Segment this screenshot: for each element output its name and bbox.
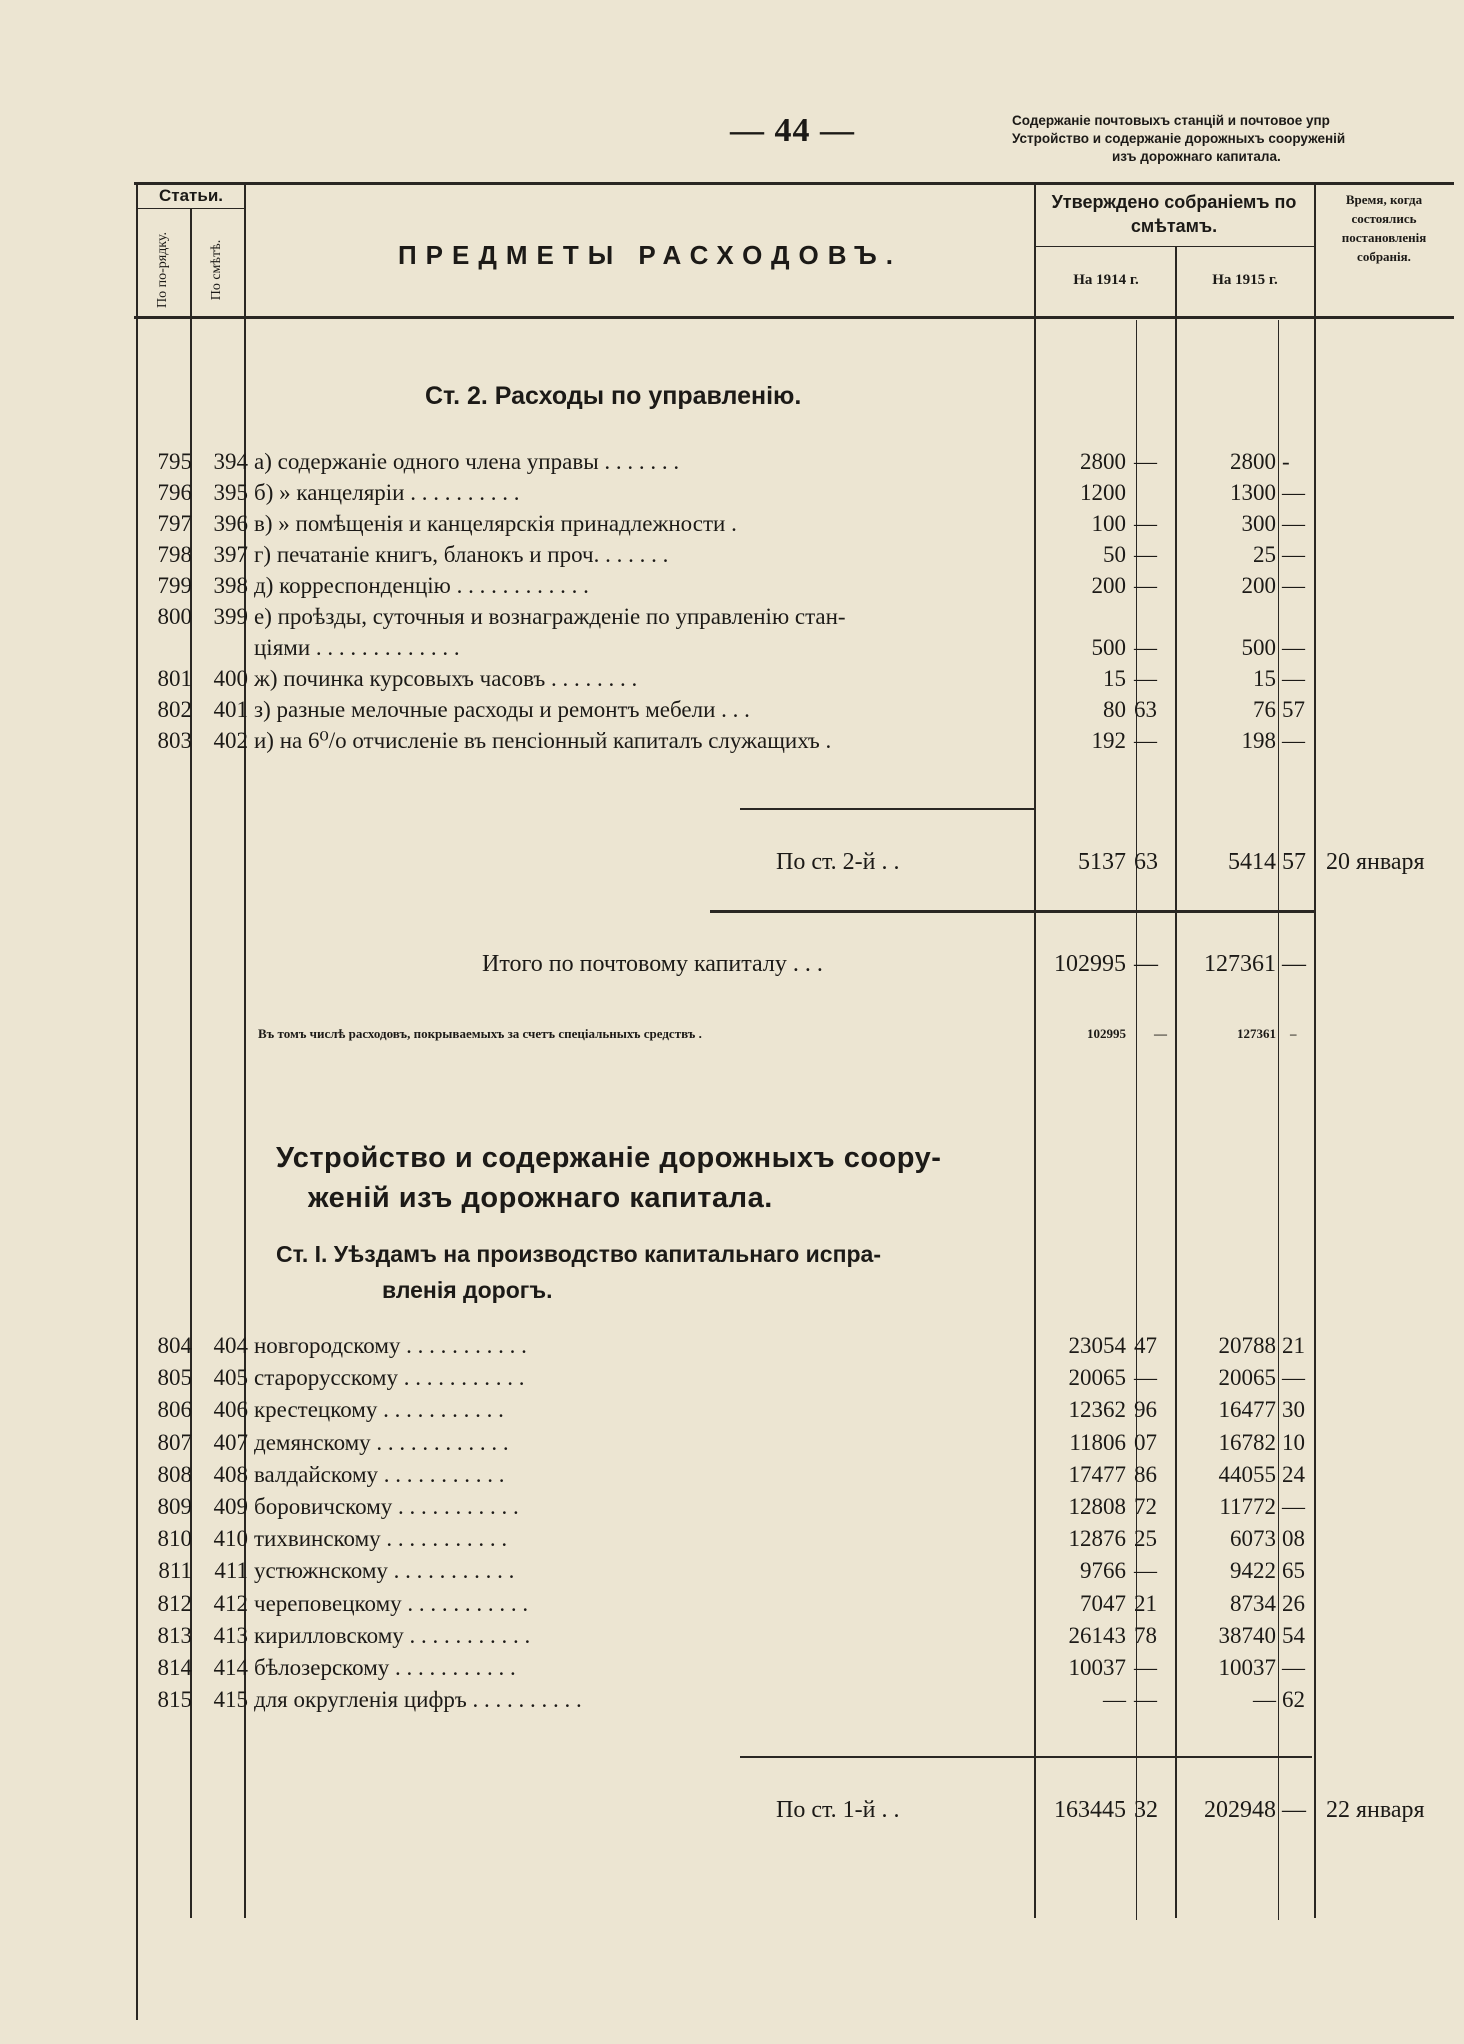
table-row — [136, 508, 1446, 540]
row-number-estimate: 399 — [213, 604, 248, 629]
special-1915-kop: – — [1290, 1026, 1297, 1041]
row-1914-rub: 9766 — [1080, 1558, 1126, 1584]
total-st1-label: По ст. 1-й . . — [776, 1797, 900, 1823]
table-row — [136, 1330, 1446, 1362]
table-row — [136, 1394, 1446, 1426]
row-1915-rub: 1300 — [1230, 480, 1276, 505]
row-number-estimate: 409 — [213, 1494, 248, 1519]
row-1915-rub: 2800 — [1230, 449, 1276, 474]
row-1915-kop: — — [1282, 635, 1305, 660]
row-1915-rub: 200 — [1241, 573, 1276, 598]
row-number-order: 802 — [157, 697, 192, 722]
row-1915-kop: 57 — [1282, 697, 1305, 722]
row-1915-rub: — — [1253, 1687, 1276, 1713]
row-1915-rub: 76 — [1253, 697, 1276, 722]
row-number-estimate: 394 — [213, 449, 248, 474]
row-number-order: 813 — [157, 1622, 192, 1648]
header-bottom-rule — [134, 316, 1454, 319]
running-head-line-1: Содержаніе почтовыхъ станцій и почтовое упр — [1012, 113, 1330, 128]
row-description: г) печатаніе книгъ, бланокъ и проч. . . . . . . — [254, 542, 669, 567]
header-subject: ПРЕДМЕТЫ РАСХОДОВЪ. — [397, 240, 903, 270]
row-description: ціями . . . . . . . . . . . . . — [254, 635, 460, 660]
row-description: крестецкому . . . . . . . . . . . — [254, 1397, 504, 1423]
row-description: и) на 6⁰/о отчисленіе въ пенсіонный капиталъ служащихъ . — [254, 728, 832, 753]
row-1914-rub: 23054 — [1068, 1333, 1126, 1358]
table-row — [136, 539, 1446, 571]
row-1914-kop: 96 — [1134, 1397, 1157, 1423]
grand-total-row — [136, 948, 1446, 980]
row-1914-kop: 21 — [1134, 1590, 1157, 1616]
row-number-order: 799 — [157, 573, 192, 598]
header-year-1915: На 1915 г. — [1212, 272, 1278, 288]
table-row — [136, 446, 1446, 478]
row-1914-kop: 47 — [1134, 1333, 1157, 1358]
row-description: е) проѣзды, суточныя и вознагражденіе по управленію стан- — [254, 604, 846, 629]
row-1914-kop: — — [1134, 635, 1157, 660]
part2-subtitle — [276, 1236, 881, 1308]
row-description: кирилловскому . . . . . . . . . . . — [254, 1622, 531, 1648]
row-number-order: 795 — [157, 449, 192, 474]
row-1915-rub: 25 — [1253, 542, 1276, 567]
row-1915-rub: 16782 — [1218, 1429, 1276, 1455]
row-1914-kop: — — [1134, 1655, 1157, 1680]
row-number-estimate: 414 — [213, 1655, 248, 1680]
table-row — [136, 1459, 1446, 1491]
table-row — [136, 1491, 1446, 1523]
row-1915-rub: 198 — [1241, 728, 1276, 753]
row-1915-kop: — — [1282, 480, 1305, 505]
row-1914-rub: 12362 — [1068, 1397, 1126, 1423]
grand-total-1914-kop: — — [1134, 951, 1158, 977]
special-label: Въ томъ числѣ расходовъ, покрываемыхъ за счетъ спеціальныхъ средствъ . — [258, 1026, 702, 1041]
row-1914-kop: — — [1134, 1365, 1157, 1391]
row-1915-kop: — — [1282, 542, 1305, 567]
page-number: — 44 — — [730, 112, 855, 149]
row-number-order: 808 — [157, 1461, 192, 1487]
row-description: в) » помѣщенія и канцелярскія принадлежности . — [254, 511, 737, 536]
row-1914-rub: 11806 — [1069, 1429, 1126, 1455]
row-description: ж) починка курсовыхъ часовъ . . . . . . . . — [254, 666, 638, 691]
table-row — [136, 1620, 1446, 1652]
table-row — [136, 725, 1446, 757]
table-row — [136, 1362, 1446, 1394]
row-1915-rub: 8734 — [1230, 1590, 1276, 1616]
row-1915-kop: 21 — [1282, 1333, 1305, 1358]
section-title-st2: Ст. 2. Расходы по управленію. — [425, 382, 802, 410]
row-description: боровичскому . . . . . . . . . . . — [254, 1494, 519, 1519]
table-row — [136, 1427, 1446, 1459]
row-1915-kop: — — [1282, 1655, 1305, 1680]
row-1914-kop: — — [1134, 449, 1157, 474]
row-1914-rub: — — [1103, 1687, 1126, 1713]
row-description: старорусскому . . . . . . . . . . . — [254, 1365, 525, 1391]
row-1915-rub: 9422 — [1230, 1558, 1276, 1584]
grand-total-1914-rub: 102995 — [1054, 951, 1126, 977]
row-1914-rub: 100 — [1091, 511, 1126, 536]
row-1914-kop: — — [1134, 728, 1157, 753]
row-1914-kop: — — [1134, 542, 1157, 567]
running-head-line-3: изъ дорожнаго капитала. — [1112, 149, 1281, 164]
special-1915-rub: 127361 — [1237, 1026, 1276, 1041]
row-number-estimate: 395 — [213, 480, 248, 505]
row-number-order: 803 — [157, 728, 192, 753]
row-1914-rub: 7047 — [1080, 1590, 1126, 1616]
row-number-order: 811 — [158, 1558, 192, 1584]
row-number-order: 798 — [157, 542, 192, 567]
row-number-estimate: 401 — [213, 697, 248, 722]
row-1914-rub: 15 — [1103, 666, 1126, 691]
row-description: для округленія цифръ . . . . . . . . . . — [254, 1687, 582, 1713]
row-number-estimate: 415 — [213, 1687, 248, 1713]
row-1914-kop: — — [1134, 666, 1157, 691]
part2-subtitle-line-1: Ст. I. Уѣздамъ на производство капитальнаго испра- — [276, 1241, 881, 1267]
row-number-order: 805 — [157, 1365, 192, 1391]
row-1915-kop: 26 — [1282, 1590, 1305, 1616]
row-number-order: 800 — [157, 604, 192, 629]
header-po-poryadku: По по-рядку. — [155, 231, 170, 309]
row-1914-rub: 500 — [1091, 635, 1126, 660]
row-description: тихвинскому . . . . . . . . . . . — [254, 1526, 508, 1552]
row-1915-kop: 10 — [1282, 1429, 1305, 1455]
row-1915-kop: — — [1282, 1365, 1305, 1391]
row-1915-rub: 44055 — [1218, 1461, 1276, 1487]
row-1914-kop: 63 — [1134, 697, 1157, 722]
row-number-estimate: 408 — [213, 1461, 248, 1487]
table-row — [136, 1684, 1446, 1716]
row-1915-rub: 16477 — [1218, 1397, 1276, 1423]
row-1915-kop: 65 — [1282, 1558, 1305, 1584]
total-row-st2 — [136, 846, 1446, 878]
row-1915-kop: 30 — [1282, 1397, 1305, 1423]
row-number-order: 806 — [157, 1397, 192, 1423]
row-description: б) » канцеляріи . . . . . . . . . . — [254, 480, 520, 505]
row-1915-rub: 38740 — [1218, 1622, 1276, 1648]
subtotal-rule-1 — [740, 808, 1034, 810]
total-label: По ст. 2-й . . — [776, 849, 900, 875]
row-1914-kop: 25 — [1134, 1526, 1157, 1552]
row-number-order: 797 — [157, 511, 192, 536]
row-number-estimate: 411 — [214, 1558, 248, 1584]
row-description: новгородскому . . . . . . . . . . . — [254, 1333, 527, 1358]
row-number-estimate: 398 — [213, 573, 248, 598]
row-number-estimate: 405 — [213, 1365, 248, 1391]
row-description: з) разные мелочные расходы и ремонтъ мебели . . . — [254, 697, 750, 722]
table-top-rule — [134, 182, 1454, 185]
row-1914-kop: — — [1134, 573, 1157, 598]
row-1915-kop: — — [1282, 1494, 1305, 1519]
row-1914-rub: 20065 — [1068, 1365, 1126, 1391]
table-row — [136, 570, 1446, 602]
table-row — [136, 1652, 1446, 1684]
row-number-order: 807 — [157, 1429, 192, 1455]
table-row — [136, 601, 1446, 633]
subtotal-rule-2 — [710, 910, 1316, 913]
table-row — [136, 1523, 1446, 1555]
row-1915-rub: 20065 — [1218, 1365, 1276, 1391]
table-row — [136, 632, 1446, 664]
total-1914-kop: 63 — [1134, 849, 1158, 875]
row-1915-rub: 300 — [1241, 511, 1276, 536]
row-number-order: 801 — [157, 666, 192, 691]
row-1915-kop: — — [1282, 666, 1305, 691]
row-1915-kop: — — [1282, 511, 1305, 536]
total-st1-1914-kop: 32 — [1134, 1797, 1158, 1823]
table-row — [136, 477, 1446, 509]
table-row — [136, 1555, 1446, 1587]
row-1915-kop: 62 — [1282, 1687, 1305, 1713]
grand-total-1915-rub: 127361 — [1204, 951, 1276, 977]
table-row — [136, 663, 1446, 695]
row-number-order: 815 — [157, 1687, 192, 1713]
row-number-estimate: 407 — [213, 1429, 248, 1455]
row-1915-rub: 15 — [1253, 666, 1276, 691]
row-1914-rub: 2800 — [1080, 449, 1126, 474]
grand-total-label: Итого по почтовому капиталу . . . — [482, 951, 823, 977]
row-1914-rub: 10037 — [1068, 1655, 1126, 1680]
row-number-estimate: 396 — [213, 511, 248, 536]
row-description: а) содержаніе одного члена управы . . . . . . . — [254, 449, 680, 474]
header-po-smete: По смѣтѣ. — [209, 239, 224, 301]
row-1914-rub: 200 — [1091, 573, 1126, 598]
row-1915-kop: 08 — [1282, 1526, 1305, 1552]
total-row-st1 — [136, 1794, 1446, 1826]
row-1915-rub: 11772 — [1219, 1494, 1276, 1519]
header-year-1914: На 1914 г. — [1073, 272, 1139, 288]
row-number-estimate: 406 — [213, 1397, 248, 1423]
part2-subtitle-line-2: вленія дорогъ. — [382, 1277, 553, 1303]
row-number-estimate: 397 — [213, 542, 248, 567]
row-number-order: 812 — [157, 1590, 192, 1616]
row-number-order: 814 — [157, 1655, 192, 1680]
special-1914-kop: — — [1154, 1026, 1167, 1041]
total-1915-rub: 5414 — [1228, 849, 1276, 875]
total-1915-kop: 57 — [1282, 849, 1306, 875]
row-1914-rub: 17477 — [1068, 1461, 1126, 1487]
row-1914-rub: 192 — [1091, 728, 1126, 753]
row-1915-kop: 54 — [1282, 1622, 1305, 1648]
total-st1-1914-rub: 163445 — [1054, 1797, 1126, 1823]
row-1914-kop: — — [1134, 1558, 1157, 1584]
row-number-order: 804 — [157, 1333, 192, 1358]
row-number-order: 796 — [157, 480, 192, 505]
row-1914-kop: — — [1134, 1687, 1157, 1713]
header-stati: Статьи. — [158, 186, 223, 205]
row-1914-rub: 26143 — [1068, 1622, 1126, 1648]
row-1914-rub: 12808 — [1068, 1494, 1126, 1519]
row-1915-kop: 24 — [1282, 1461, 1305, 1487]
total-st1-1915-rub: 202948 — [1204, 1797, 1276, 1823]
row-description: д) корреспонденцію . . . . . . . . . . . . — [254, 573, 589, 598]
row-1915-kop: — — [1282, 728, 1305, 753]
total-st1-1915-kop: — — [1282, 1797, 1306, 1823]
row-1914-rub: 50 — [1103, 542, 1126, 567]
row-description: череповецкому . . . . . . . . . . . — [254, 1590, 529, 1616]
special-means-row — [136, 1018, 1446, 1050]
total-st1-date: 22 января — [1326, 1797, 1425, 1823]
part2-title — [276, 1138, 941, 1218]
row-1914-rub: 12876 — [1068, 1526, 1126, 1552]
part2-title-line-2: женій изъ дорожнаго капитала. — [308, 1182, 773, 1214]
row-1915-rub: 500 — [1241, 635, 1276, 660]
row-1915-rub: 20788 — [1218, 1333, 1276, 1358]
row-number-estimate: 404 — [213, 1333, 248, 1358]
row-1915-rub: 6073 — [1230, 1526, 1276, 1552]
approved-rule — [1034, 246, 1314, 247]
header-time-column: Время, когда состоялись постановленія собранія. — [1341, 192, 1427, 264]
row-1914-kop: 07 — [1134, 1429, 1157, 1455]
table-row — [136, 1588, 1446, 1620]
row-number-estimate: 402 — [213, 728, 248, 753]
table-row — [136, 694, 1446, 726]
row-number-estimate: 412 — [213, 1590, 248, 1616]
row-description: валдайскому . . . . . . . . . . . — [254, 1461, 505, 1487]
row-description: демянскому . . . . . . . . . . . . — [254, 1429, 509, 1455]
row-number-order: 809 — [157, 1494, 192, 1519]
part2-title-line-1: Устройство и содержаніе дорожныхъ соору- — [276, 1142, 942, 1174]
row-number-estimate: 413 — [213, 1622, 248, 1648]
row-description: устюжнскому . . . . . . . . . . . — [254, 1558, 515, 1584]
total-1914-rub: 5137 — [1078, 849, 1126, 875]
row-number-order: 810 — [157, 1526, 192, 1552]
row-description: бѣлозерскому . . . . . . . . . . . — [254, 1655, 516, 1680]
running-head — [1012, 112, 1462, 166]
running-head-line-2: Устройство и содержаніе дорожныхъ сооруженій — [1012, 131, 1346, 146]
row-1914-rub: 80 — [1103, 697, 1126, 722]
row-1914-kop: 78 — [1134, 1622, 1157, 1648]
row-number-estimate: 410 — [213, 1526, 248, 1552]
header-approved: Утверждено собраніемъ по смѣтамъ. — [1051, 192, 1297, 236]
row-number-estimate: 400 — [213, 666, 248, 691]
row-1914-kop: — — [1134, 511, 1157, 536]
row-1914-rub: 1200 — [1080, 480, 1126, 505]
row-1915-kop: - — [1282, 449, 1290, 474]
row-1915-rub: 10037 — [1218, 1655, 1276, 1680]
total-date: 20 января — [1326, 849, 1425, 875]
subtotal-rule-3 — [740, 1756, 1312, 1758]
grand-total-1915-kop: — — [1282, 951, 1306, 977]
special-1914-rub: 102995 — [1087, 1026, 1126, 1041]
row-1914-kop: 86 — [1134, 1461, 1157, 1487]
row-1914-kop: 72 — [1134, 1494, 1157, 1519]
row-1915-kop: — — [1282, 573, 1305, 598]
